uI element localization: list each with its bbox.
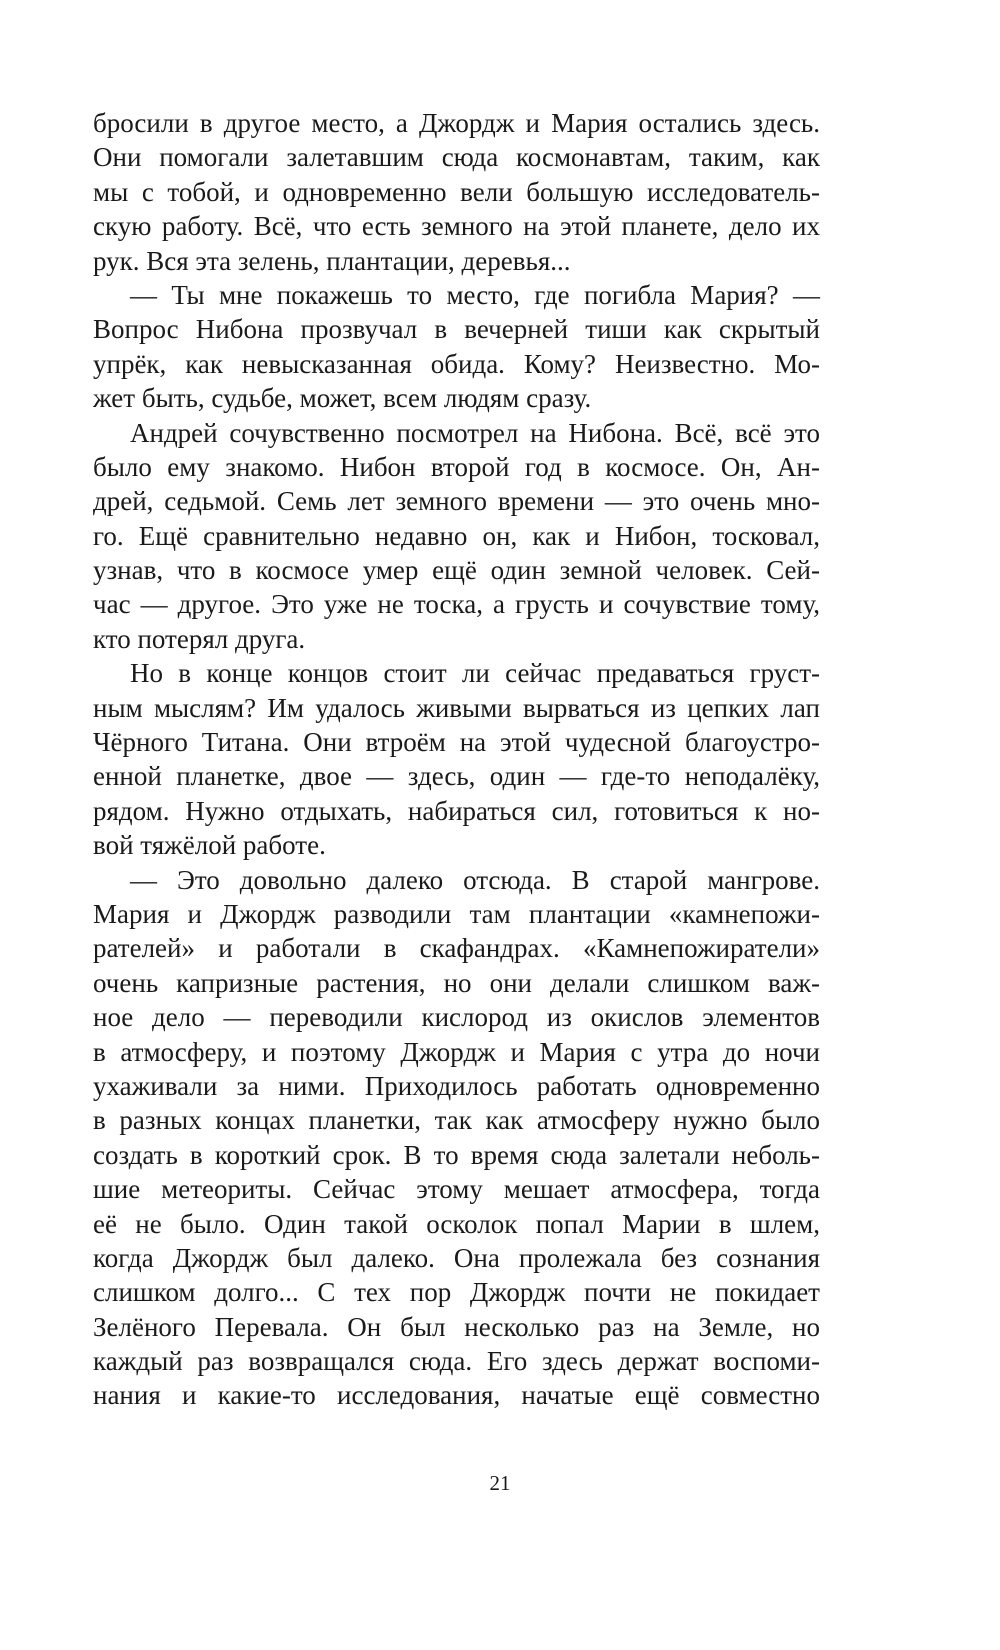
text-line: ным мыслям? Им удалось живыми вырваться из цепких лап [93, 692, 820, 723]
text-line: бросили в другое место, а Джордж и Мария остались здесь. [93, 108, 820, 138]
text-line: слишком долго... С тех пор Джордж почти не покидает [93, 1277, 820, 1308]
text-line: час — другое. Это уже не тоска, а грусть и сочувствие тому, [93, 589, 820, 620]
text-line: было ему знакомо. Нибон второй год в космосе. Он, Ан- [93, 451, 820, 482]
text-line: в разных концах планетки, так как атмосферу нужно было [93, 1105, 820, 1136]
text-line: Вопрос Нибона прозвучал в вечерней тиши как скрытый [93, 314, 820, 345]
text-line: мы с тобой, и одновременно вели большую исследователь- [93, 176, 820, 207]
text-line: создать в короткий срок. В то время сюда залетали неболь- [93, 1139, 820, 1170]
text-line: Зелёного Перевала. Он был несколько раз на Земле, но [93, 1311, 820, 1342]
text-line: нания и какие-то исследования, начатые ещё совместно [93, 1380, 820, 1411]
text-line: жет быть, судьбе, может, всем людям сразу. [93, 383, 592, 414]
text-line: каждый раз возвращался сюда. Его здесь держат воспоми- [93, 1346, 820, 1377]
page-number: 21 [489, 1471, 511, 1495]
text-line: Мария и Джордж разводили там плантации «камнепожи- [93, 898, 820, 929]
text-line: кто потерял друга. [93, 623, 306, 654]
text-line: скую работу. Всё, что есть земного на этой планете, дело их [93, 211, 820, 242]
text-line: ное дело — переводили кислород из окислов элементов [93, 1002, 820, 1033]
body-text [93, 106, 820, 1413]
text-line: узнав, что в космосе умер ещё один земной человек. Сей- [93, 555, 820, 586]
text-line: Андрей сочувственно посмотрел на Нибона. Всё, всё это [130, 417, 820, 448]
text-line: енной планетке, двое — здесь, один — где-то неподалёку, [93, 761, 820, 792]
text-line: — Ты мне покажешь то место, где погибла Мария? — [130, 279, 820, 310]
text-line: дрей, седьмой. Семь лет земного времени — это очень мно- [93, 486, 820, 517]
text-line: Они помогали залетавшим сюда космонавтам, таким, как [93, 142, 820, 173]
text-line: шие метеориты. Сейчас этому мешает атмосфера, тогда [93, 1174, 820, 1205]
text-line: — Это довольно далеко отсюда. В старой мангрове. [130, 864, 820, 895]
text-line: Но в конце концов стоит ли сейчас предаваться груст- [130, 658, 820, 689]
text-line: Чёрного Титана. Они втроём на этой чудесной благоустро- [93, 727, 820, 758]
text-line: ухаживали за ними. Приходилось работать одновременно [93, 1070, 820, 1101]
text-line: очень капризные растения, но они делали слишком важ- [93, 967, 820, 998]
text-line: её не было. Один такой осколок попал Марии в шлем, [93, 1208, 820, 1239]
text-line: го. Ещё сравнительно недавно он, как и Нибон, тосковал, [93, 520, 820, 551]
text-line: рателей» и работали в скафандрах. «Камнепожиратели» [93, 933, 820, 964]
text-line: когда Джордж был далеко. Она пролежала без сознания [93, 1242, 820, 1273]
text-line: рядом. Нужно отдыхать, набираться сил, готовиться к но- [93, 795, 820, 826]
text-line: вой тяжёлой работе. [93, 830, 326, 861]
text-line: упрёк, как невысказанная обида. Кому? Неизвестно. Мо- [93, 348, 820, 379]
text-line: в атмосферу, и поэтому Джордж и Мария с утра до ночи [93, 1036, 820, 1067]
text-line: рук. Вся эта зелень, плантации, деревья... [93, 245, 571, 276]
